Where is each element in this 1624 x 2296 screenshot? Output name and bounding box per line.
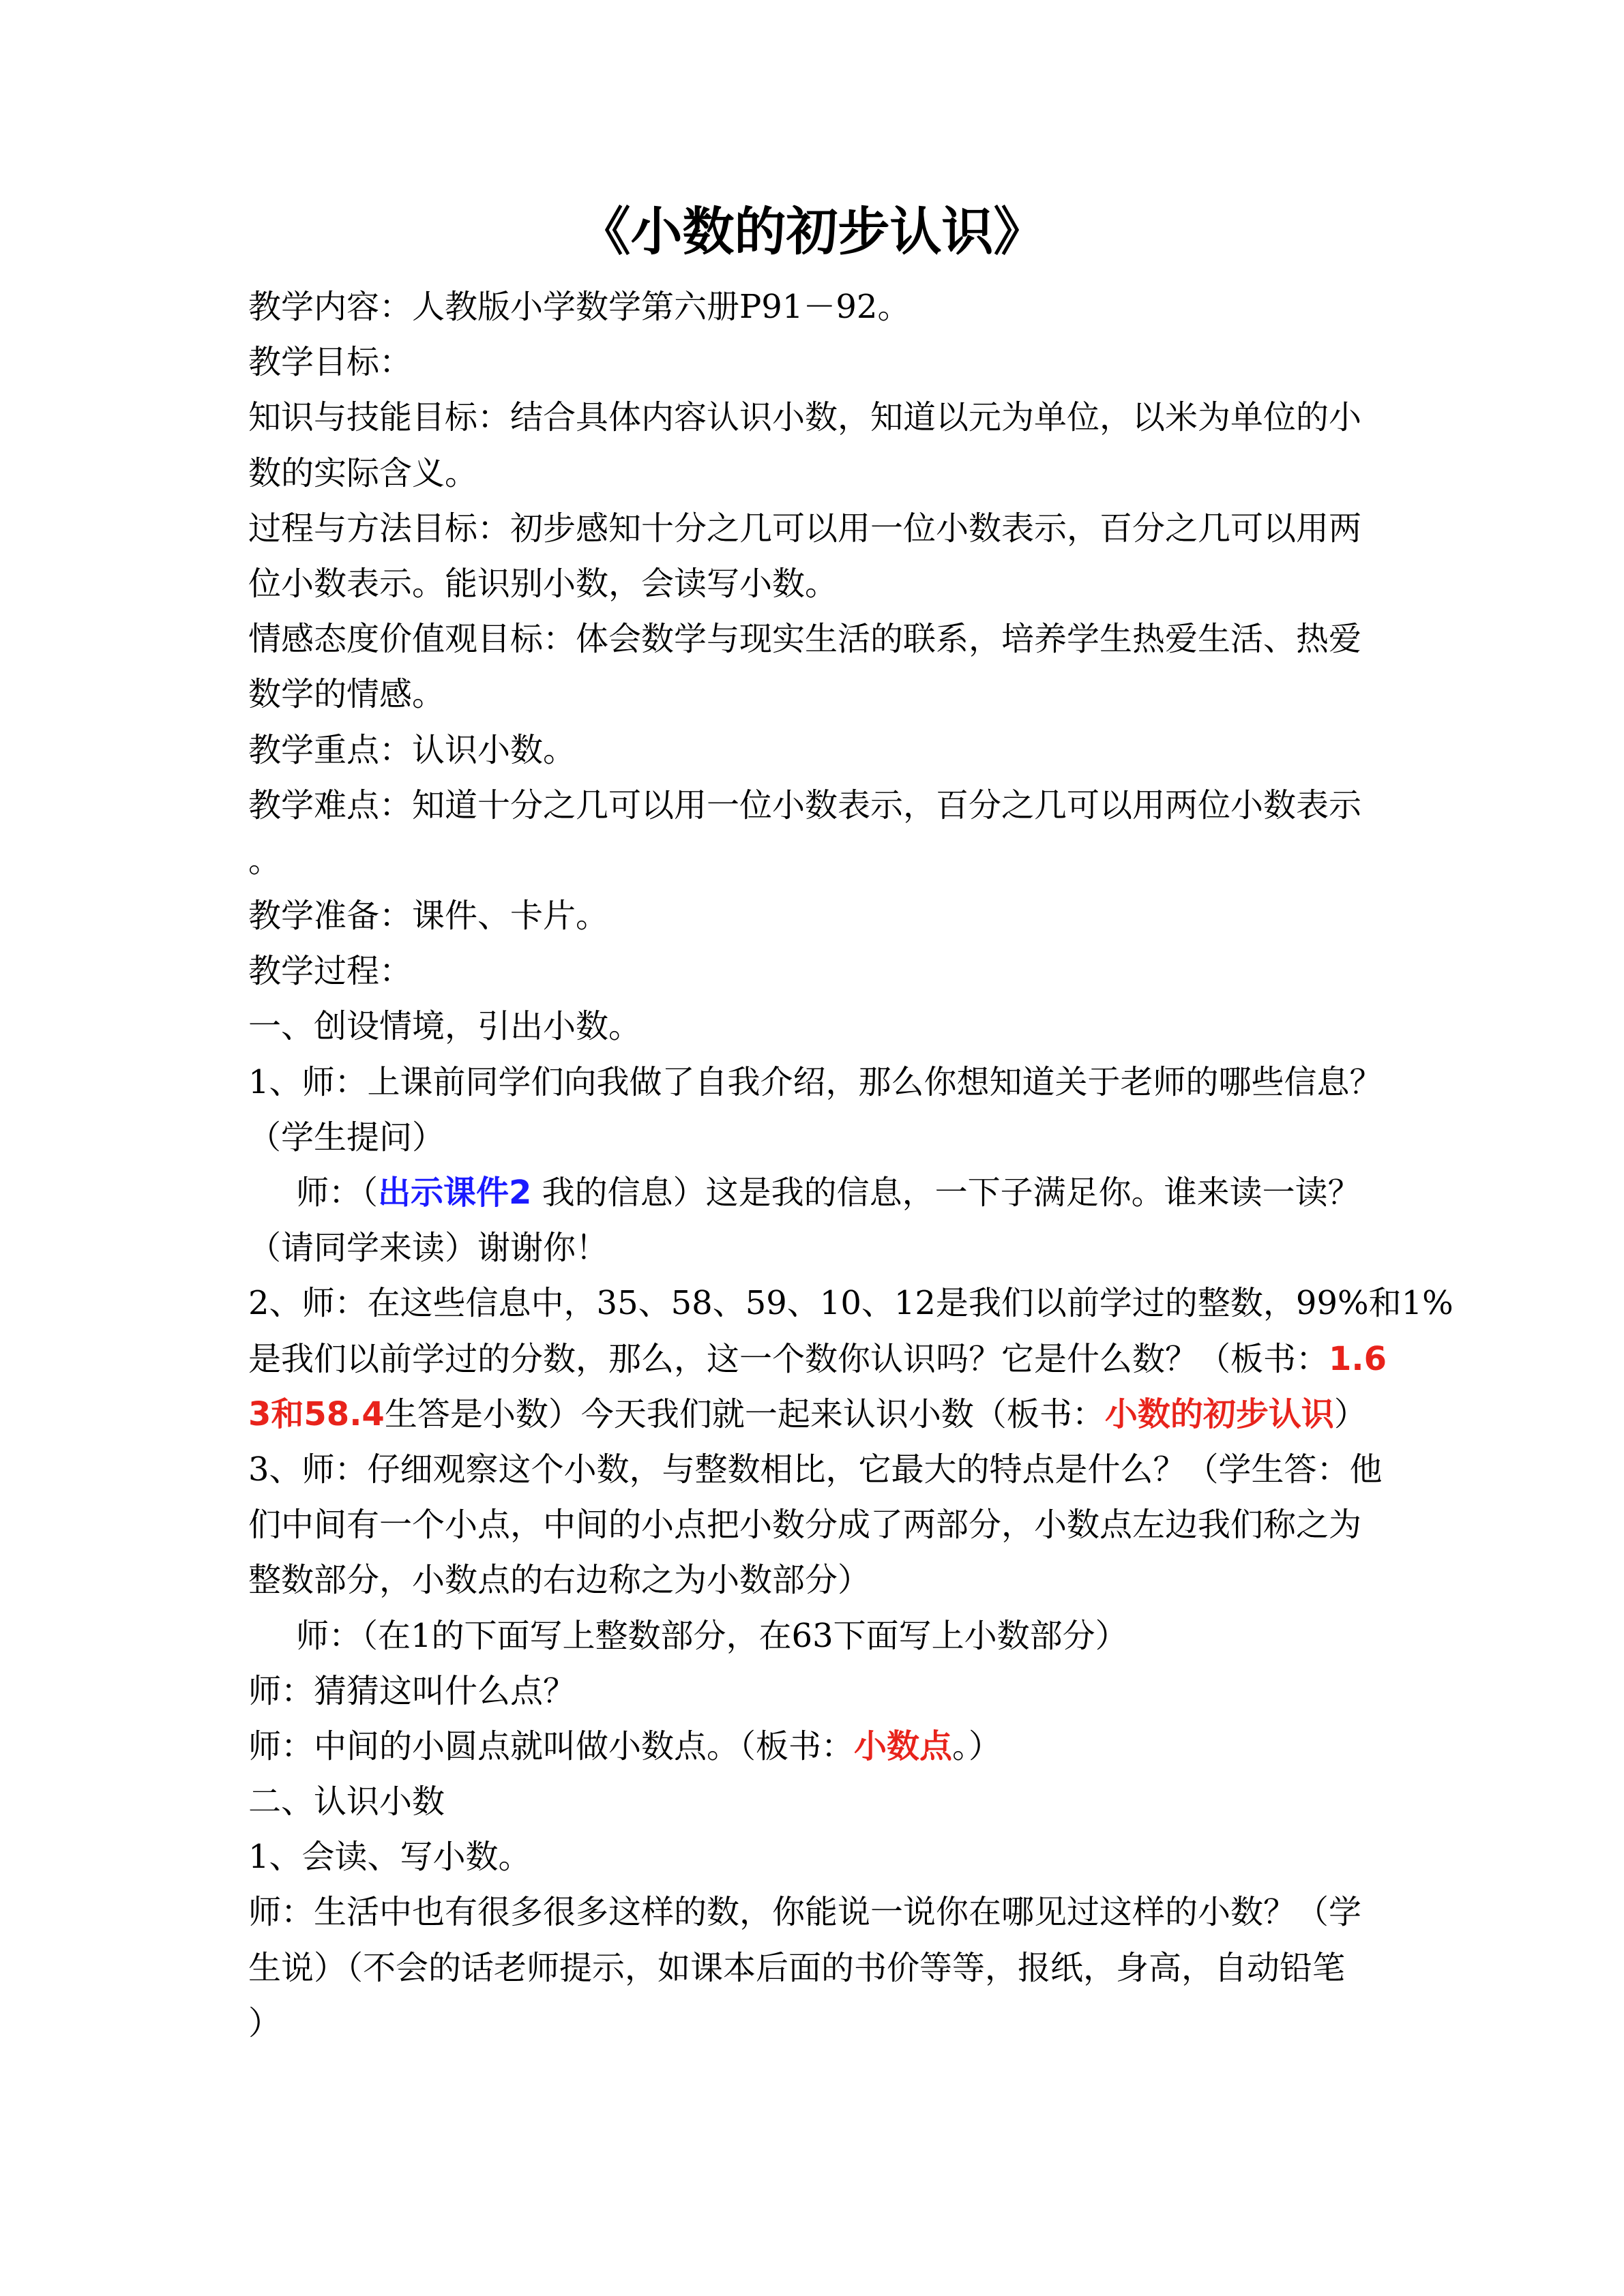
text-run: （学生提问）: [248, 1118, 445, 1157]
text-line: [248, 1774, 1377, 1830]
text-run: 位小数表示。能识别小数，会读写小数。: [248, 564, 838, 603]
text-line: [248, 612, 1377, 667]
text-line: [248, 280, 1377, 335]
text-run: 们中间有一个小点，中间的小点把小数分成了两部分，小数点左边我们称之为: [248, 1506, 1362, 1545]
text-line: [248, 1442, 1383, 1497]
text-run: 教学目标：: [248, 343, 413, 382]
text-line: [248, 944, 1377, 999]
text-line: [248, 390, 1377, 445]
text-run: 我的信息）这是我的信息，一下子满足你。谁来读一读？: [531, 1174, 1361, 1212]
text-line: [248, 1609, 1377, 1664]
text-run: 教学过程：: [248, 952, 413, 991]
text-line: [248, 1221, 1377, 1276]
text-run: 教学难点：知道十分之几可以用一位小数表示，百分之几可以用两位小数表示: [248, 786, 1362, 824]
text-run: 1、师：上课前同学们向我做了自我介绍，那么你想知道关于老师的哪些信息？: [248, 1062, 1383, 1101]
text-run: 是我们以前学过的分数，那么，这一个数你认识吗？它是什么数？（板书：: [248, 1339, 1329, 1378]
text-run: 。: [248, 841, 282, 880]
text-line: [248, 1719, 1377, 1774]
text-run: 师：生活中也有很多很多这样的数，你能说一说你在哪见过这样的小数？（学: [248, 1893, 1362, 1932]
text-run: （请同学来读）谢谢你！: [248, 1229, 609, 1268]
text-run: 教学内容：人教版小学数学第六册P91－92。: [248, 288, 911, 326]
text-line: [248, 501, 1377, 556]
text-line: [248, 1664, 1377, 1719]
text-line: [248, 723, 1377, 778]
text-run: 情感态度价值观目标：体会数学与现实生活的联系，培养学生热爱生活、热爱: [248, 620, 1362, 659]
text-run: ）: [248, 2003, 282, 2042]
text-run: 二、认识小数: [248, 1783, 445, 1821]
text-run: 师：（: [296, 1174, 379, 1212]
highlight-red: 1.6: [1329, 1339, 1387, 1378]
text-run: 师：猜猜这叫什么点？: [248, 1671, 576, 1710]
text-line: [248, 999, 1377, 1054]
text-run: 师：（在1的下面写上整数部分，在63下面写上小数部分）: [296, 1616, 1128, 1655]
text-run: 整数部分，小数点的右边称之为小数部分）: [248, 1561, 871, 1600]
highlight-red: 小数的初步认识: [1104, 1395, 1334, 1433]
text-run: 生说）（不会的话老师提示，如课本后面的书价等等，报纸，身高，自动铅笔: [248, 1948, 1346, 1987]
text-line: [248, 1055, 1383, 1110]
text-run: 教学重点：认识小数。: [248, 730, 576, 769]
text-line: [248, 778, 1377, 833]
highlight-red: 小数点: [854, 1727, 953, 1765]
text-line: [248, 1387, 1377, 1442]
text-run: 师：中间的小圆点就叫做小数点。（板书：: [248, 1727, 855, 1765]
highlight-red: 3和58.4: [248, 1395, 385, 1433]
text-run: ）: [1333, 1395, 1367, 1433]
text-line: [248, 667, 1377, 722]
text-line: [248, 1996, 1377, 2051]
text-run: 数的实际含义。: [248, 453, 478, 492]
text-line: [248, 446, 1377, 501]
text-line: [248, 1165, 1377, 1221]
document-body: [248, 280, 1453, 2051]
text-run: 数学的情感。: [248, 675, 445, 714]
text-run: 2、师：在这些信息中，35、58、59、10、12是我们以前学过的整数，99%和1%: [248, 1284, 1453, 1323]
text-run: 。）: [952, 1727, 1002, 1765]
text-line: [248, 1276, 1453, 1331]
text-run: 过程与方法目标：初步感知十分之几可以用一位小数表示，百分之几可以用两: [248, 509, 1362, 548]
text-run: 知识与技能目标：结合具体内容认识小数，知道以元为单位，以米为单位的小: [248, 398, 1362, 437]
text-line: [248, 1332, 1387, 1387]
text-run: 1、会读、写小数。: [248, 1838, 531, 1877]
text-run: 生答是小数）今天我们就一起来认识小数（板书：: [384, 1395, 1105, 1433]
text-line: [248, 833, 1377, 889]
text-line: [248, 1885, 1377, 1940]
text-line: [248, 556, 1377, 612]
text-run: 教学准备：课件、卡片。: [248, 897, 609, 936]
text-line: [248, 1941, 1377, 1996]
document-title: 《小数的初步认识》: [578, 201, 1046, 262]
highlight-blue: 出示课件2: [378, 1174, 532, 1212]
text-line: [248, 889, 1377, 944]
text-line: [248, 1553, 1377, 1608]
text-line: [248, 1497, 1377, 1553]
text-line: [248, 1110, 1377, 1165]
text-line: [248, 335, 1377, 390]
text-line: [248, 1830, 1377, 1885]
text-run: 一、创设情境，引出小数。: [248, 1007, 642, 1046]
text-run: 3、师：仔细观察这个小数，与整数相比，它最大的特点是什么？（学生答：他: [248, 1450, 1383, 1489]
